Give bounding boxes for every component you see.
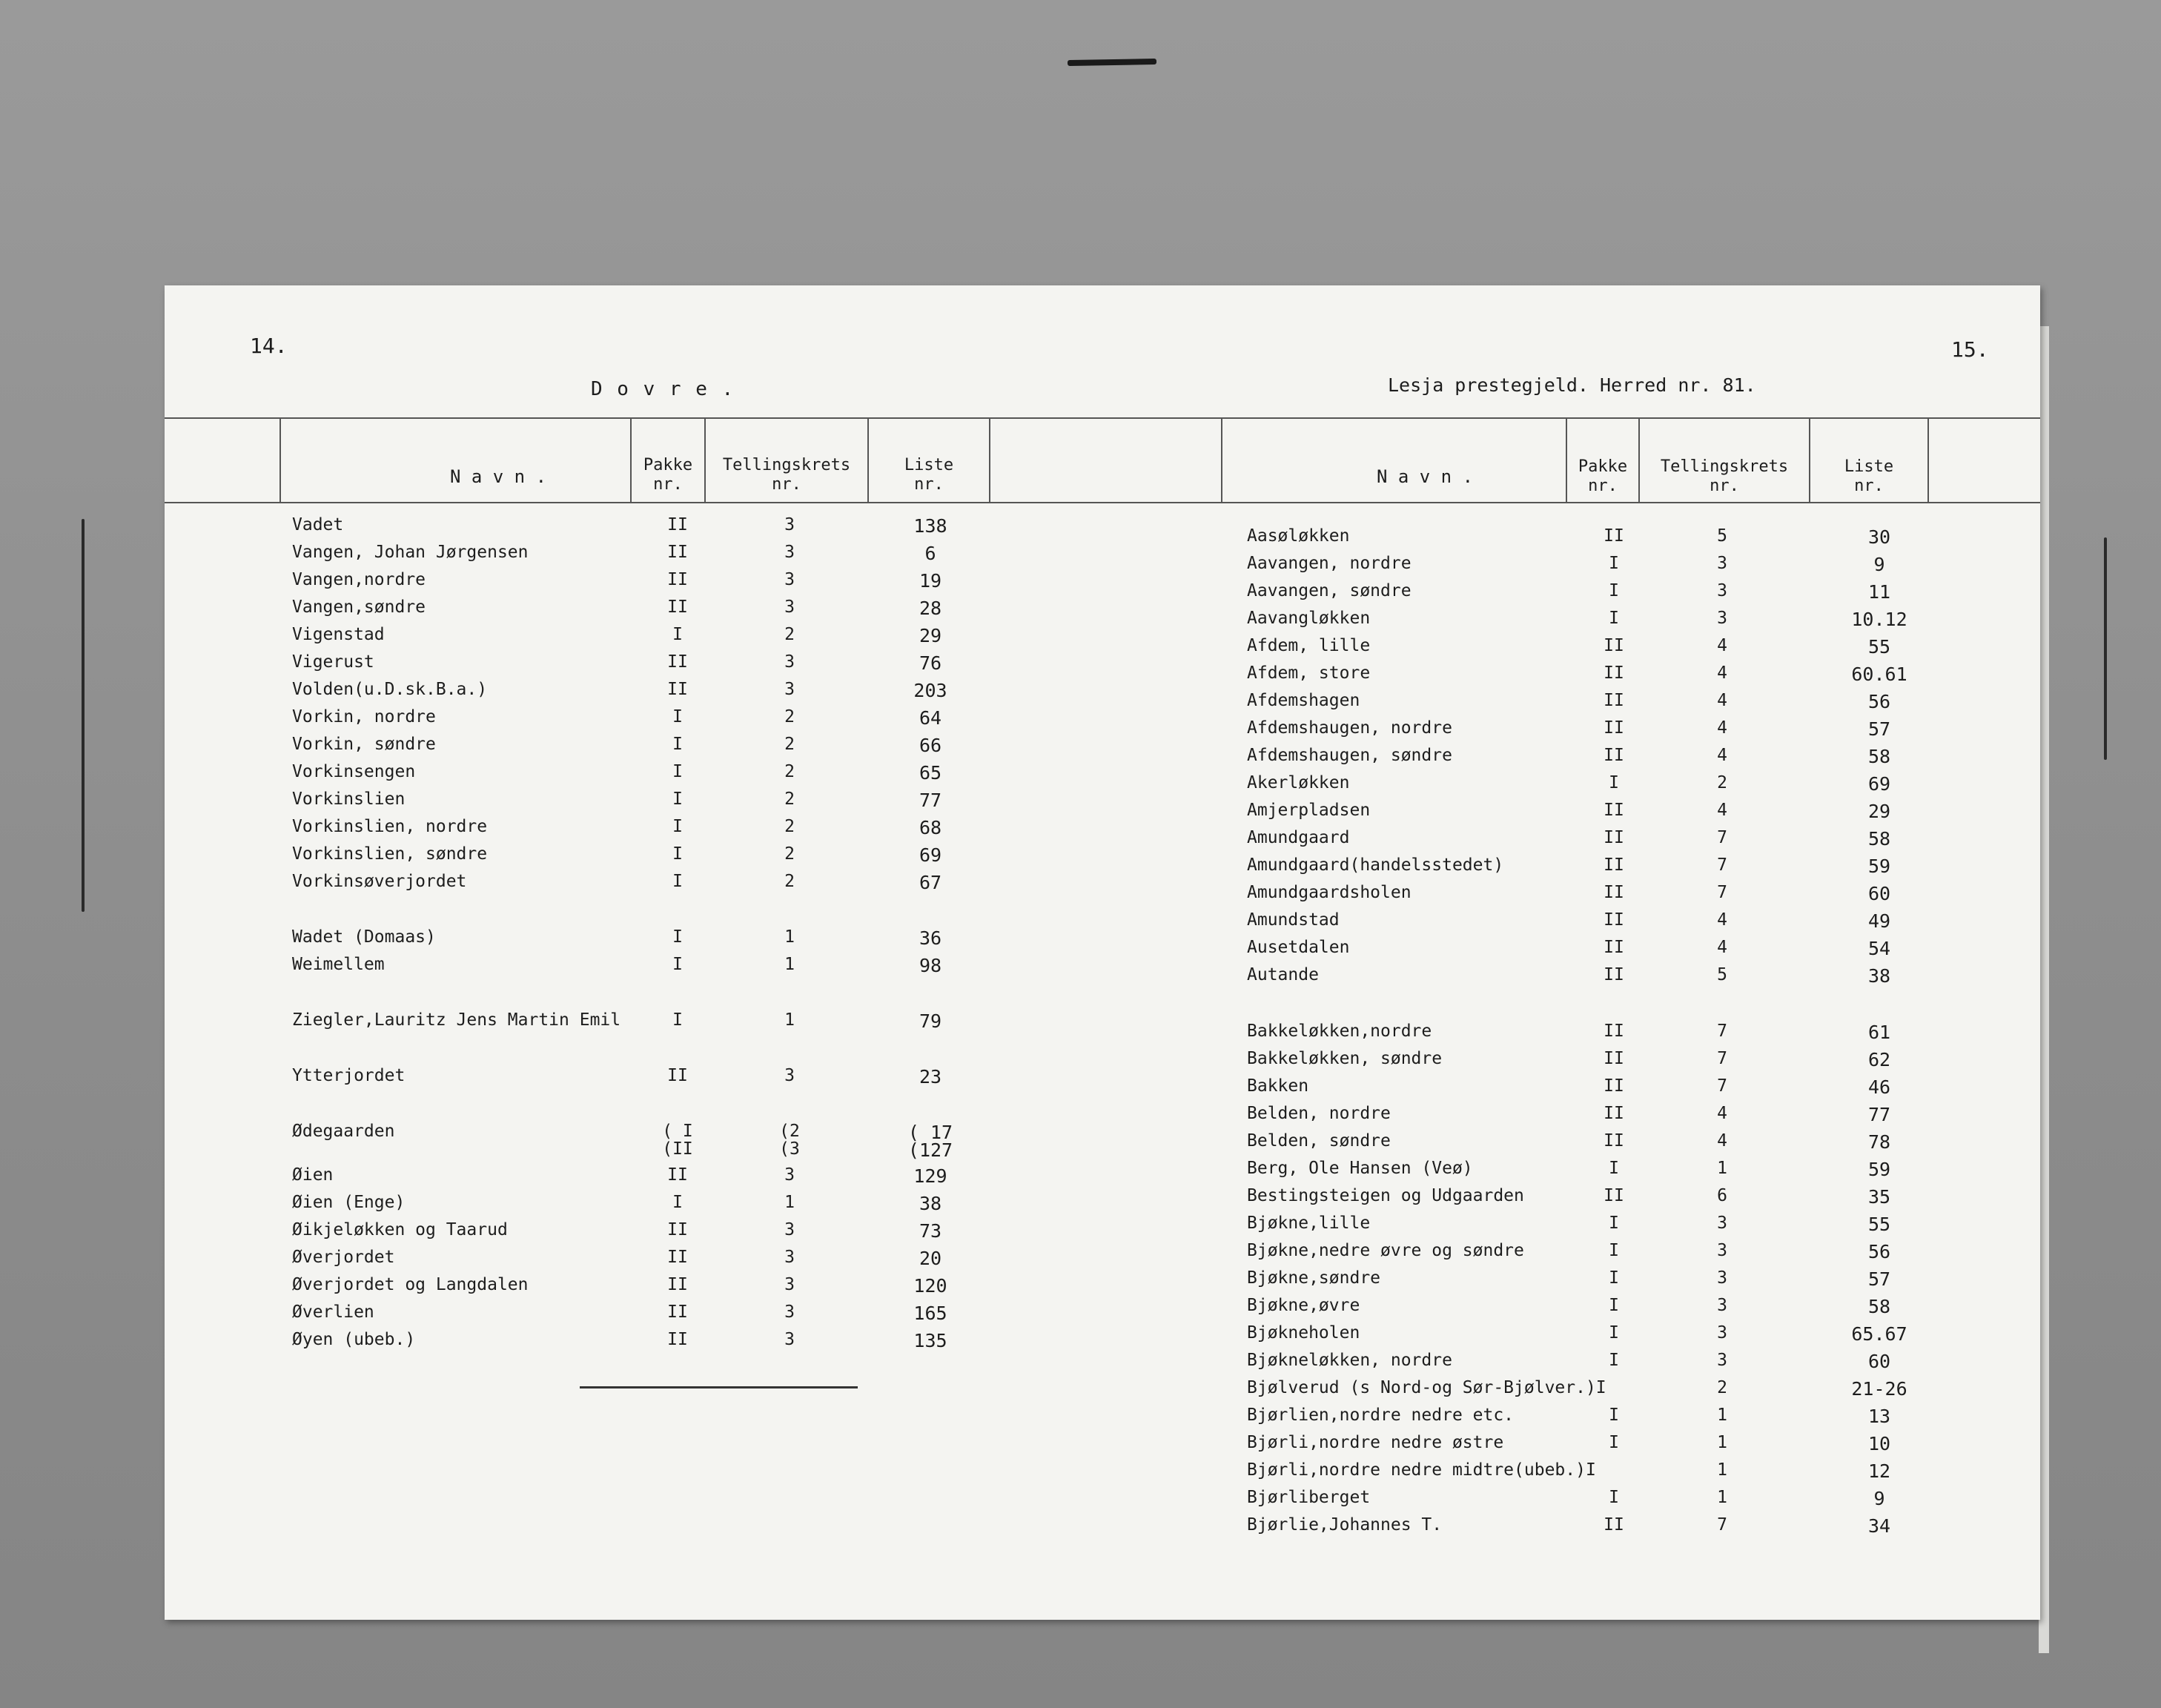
row-krets: 7 — [1717, 828, 1727, 847]
row-krets: 3 — [1717, 609, 1727, 628]
left-header-pakke: Pakke nr. — [643, 456, 693, 494]
row-liste: (127 — [907, 1139, 953, 1161]
row-name: Autande — [1247, 965, 1319, 984]
row-krets: 3 — [784, 1302, 795, 1322]
row-liste: 73 — [919, 1220, 942, 1242]
row-pakke: II — [1604, 801, 1624, 820]
row-liste: 38 — [919, 1193, 942, 1214]
row-pakke: II — [667, 1165, 688, 1185]
row-krets: 4 — [1717, 1131, 1727, 1151]
row-pakke: I — [672, 872, 683, 891]
row-liste: 58 — [1867, 1296, 1891, 1317]
row-krets: 2 — [1717, 773, 1727, 792]
row-name: Afdem, store — [1247, 663, 1371, 683]
right-table — [1247, 285, 2003, 1620]
row-pakke: II — [1604, 910, 1624, 930]
row-name: Amundgaardsholen — [1247, 883, 1412, 902]
row-pakke: I — [672, 817, 683, 836]
row-liste: 138 — [913, 515, 947, 537]
row-liste: 6 — [924, 543, 936, 564]
row-pakke: II — [667, 570, 688, 589]
row-krets: (2 — [779, 1122, 800, 1141]
row-pakke: I — [672, 735, 683, 754]
right-page-number: 15. — [1951, 337, 1989, 362]
row-pakke: II — [1604, 1076, 1624, 1096]
row-name: Bjølverud (s Nord-og Sør-Bjølver.)I — [1247, 1378, 1606, 1397]
right-header-navn: N a v n . — [1376, 466, 1474, 487]
row-pakke: II — [667, 1275, 688, 1294]
row-pakke: I — [1609, 1488, 1619, 1507]
row-name: Vigerust — [292, 652, 374, 672]
row-liste: 60 — [1867, 1351, 1891, 1372]
row-liste: 77 — [1867, 1104, 1891, 1125]
row-pakke: II — [1604, 1186, 1624, 1205]
row-krets: 3 — [784, 652, 795, 672]
row-name: Bjøkne,lille — [1247, 1214, 1371, 1233]
row-name: Vorkinslien — [292, 790, 406, 809]
row-liste: 129 — [913, 1165, 947, 1187]
row-liste: 59 — [1867, 855, 1891, 877]
row-krets: 5 — [1717, 526, 1727, 546]
row-krets: 4 — [1717, 1104, 1727, 1123]
row-krets: 1 — [1717, 1433, 1727, 1452]
row-krets: 3 — [784, 543, 795, 562]
row-pakke: II — [1604, 1515, 1624, 1535]
row-krets: 4 — [1717, 801, 1727, 820]
row-pakke: II — [1604, 828, 1624, 847]
row-name: Aavangløkken — [1247, 609, 1371, 628]
row-pakke: I — [1609, 773, 1619, 792]
row-name: Belden, søndre — [1247, 1131, 1391, 1151]
row-pakke: II — [1604, 1104, 1624, 1123]
row-liste: 21-26 — [1851, 1378, 1907, 1400]
row-liste: 29 — [919, 625, 942, 646]
row-liste: 69 — [919, 844, 942, 866]
row-name: Aasøløkken — [1247, 526, 1350, 546]
row-liste: 13 — [1867, 1406, 1891, 1427]
row-pakke: I — [672, 707, 683, 726]
row-pakke: I — [672, 1010, 683, 1030]
row-krets: 1 — [784, 927, 795, 947]
row-krets: 4 — [1717, 938, 1727, 957]
row-liste: 20 — [919, 1248, 942, 1269]
row-name: Wadet (Domaas) — [292, 927, 436, 947]
row-pakke: II — [1604, 1131, 1624, 1151]
row-liste: 38 — [1867, 965, 1891, 987]
row-liste: 203 — [913, 680, 947, 701]
row-krets: 7 — [1717, 855, 1727, 875]
row-krets: 3 — [784, 1165, 795, 1185]
row-liste: 28 — [919, 598, 942, 619]
row-name: Vorkinsengen — [292, 762, 416, 781]
row-pakke: I — [1609, 1323, 1619, 1343]
row-pakke: II — [1604, 1022, 1624, 1041]
col-divider — [989, 417, 990, 502]
row-liste: 11 — [1867, 581, 1891, 603]
row-krets: 2 — [784, 872, 795, 891]
row-pakke: I — [1609, 581, 1619, 600]
row-krets: 3 — [784, 570, 795, 589]
row-name: Ødegaarden — [292, 1122, 395, 1141]
row-krets: 3 — [1717, 581, 1727, 600]
row-krets: 3 — [1717, 1296, 1727, 1315]
row-name: Vangen,søndre — [292, 598, 426, 617]
row-name: Bjørli,nordre nedre midtre(ubeb.)I — [1247, 1460, 1596, 1480]
row-liste: 29 — [1867, 801, 1891, 822]
row-name: Bakken — [1247, 1076, 1309, 1096]
row-liste: 64 — [919, 707, 942, 729]
row-krets: 3 — [1717, 1214, 1727, 1233]
row-krets: 1 — [1717, 1460, 1727, 1480]
row-pakke: II — [1604, 965, 1624, 984]
row-liste: 66 — [919, 735, 942, 756]
row-pakke: II — [1604, 883, 1624, 902]
row-liste: 59 — [1867, 1159, 1891, 1180]
row-krets: 3 — [1717, 1323, 1727, 1343]
row-name: Øverjordet og Langdalen — [292, 1275, 529, 1294]
left-table — [292, 285, 959, 1620]
row-krets: 4 — [1717, 636, 1727, 655]
row-pakke: I — [1609, 1159, 1619, 1178]
row-liste: 65.67 — [1851, 1323, 1907, 1345]
row-liste: 58 — [1867, 746, 1891, 767]
row-name: Berg, Ole Hansen (Veø) — [1247, 1159, 1473, 1178]
row-pakke: II — [1604, 718, 1624, 738]
row-name: Bakkeløkken,nordre — [1247, 1022, 1432, 1041]
row-name: Øverlien — [292, 1302, 374, 1322]
row-pakke: I — [672, 1193, 683, 1212]
edge-mark-left — [82, 519, 85, 912]
row-liste: 67 — [919, 872, 942, 893]
row-krets: 7 — [1717, 1049, 1727, 1068]
row-krets: 1 — [784, 955, 795, 974]
row-pakke: II — [1604, 636, 1624, 655]
row-pakke: I — [672, 927, 683, 947]
row-liste: 23 — [919, 1066, 942, 1088]
row-liste: 60 — [1867, 883, 1891, 904]
row-liste: 46 — [1867, 1076, 1891, 1098]
row-pakke: II — [667, 598, 688, 617]
row-pakke: II — [1604, 746, 1624, 765]
row-liste: 57 — [1867, 718, 1891, 740]
row-liste: 12 — [1867, 1460, 1891, 1482]
row-pakke: I — [672, 955, 683, 974]
row-pakke: II — [1604, 663, 1624, 683]
row-liste: 9 — [1873, 1488, 1885, 1509]
row-name: Belden, nordre — [1247, 1104, 1391, 1123]
row-pakke: II — [667, 515, 688, 534]
row-liste: 120 — [913, 1275, 947, 1297]
row-name: Weimellem — [292, 955, 385, 974]
row-pakke: I — [1609, 1406, 1619, 1425]
col-divider — [1221, 417, 1222, 502]
row-pakke: I — [1609, 1268, 1619, 1288]
row-pakke: I — [672, 790, 683, 809]
row-pakke: II — [667, 1330, 688, 1349]
row-krets: 1 — [784, 1010, 795, 1030]
row-pakke: II — [1604, 691, 1624, 710]
row-name: Bjørlie,Johannes T. — [1247, 1515, 1443, 1535]
row-pakke: II — [667, 1066, 688, 1085]
row-liste: 9 — [1873, 554, 1885, 575]
row-krets: 3 — [1717, 1268, 1727, 1288]
row-pakke: I — [1609, 1433, 1619, 1452]
row-pakke: II — [1604, 855, 1624, 875]
row-name: Ausetdalen — [1247, 938, 1350, 957]
row-pakke: II — [667, 652, 688, 672]
row-name: Bjøkne,øvre — [1247, 1296, 1360, 1315]
row-krets: 3 — [784, 1220, 795, 1239]
row-krets: 2 — [784, 844, 795, 864]
row-pakke: II — [1604, 938, 1624, 957]
left-header-krets: Tellingskrets nr. — [722, 456, 851, 494]
row-pakke: II — [667, 1302, 688, 1322]
row-krets: (3 — [779, 1139, 800, 1159]
row-name: Øikjeløkken og Taarud — [292, 1220, 508, 1239]
row-name: Akerløkken — [1247, 773, 1350, 792]
row-pakke: I — [1609, 1296, 1619, 1315]
row-name: Bjørlien,nordre nedre etc. — [1247, 1406, 1515, 1425]
row-name: Vorkin, nordre — [292, 707, 436, 726]
row-krets: 5 — [1717, 965, 1727, 984]
row-liste: 60.61 — [1851, 663, 1907, 685]
row-liste: 135 — [913, 1330, 947, 1351]
row-krets: 2 — [784, 625, 795, 644]
row-liste: 36 — [919, 927, 942, 949]
row-krets: 4 — [1717, 663, 1727, 683]
row-liste: 49 — [1867, 910, 1891, 932]
row-krets: 3 — [1717, 1241, 1727, 1260]
row-liste: ( 17 — [907, 1122, 953, 1143]
row-name: Vangen, Johan Jørgensen — [292, 543, 529, 562]
row-krets: 6 — [1717, 1186, 1727, 1205]
left-page-number: 14. — [250, 334, 288, 358]
row-krets: 2 — [784, 790, 795, 809]
row-name: Afdemshagen — [1247, 691, 1360, 710]
row-name: Amundgaard — [1247, 828, 1350, 847]
row-krets: 1 — [1717, 1488, 1727, 1507]
row-name: Ziegler,Lauritz Jens Martin Emil — [292, 1010, 621, 1030]
right-header-krets: Tellingskrets nr. — [1660, 457, 1789, 495]
row-krets: 4 — [1717, 718, 1727, 738]
col-divider — [279, 417, 281, 502]
row-liste: 54 — [1867, 938, 1891, 959]
row-name: Afdem, lille — [1247, 636, 1371, 655]
row-pakke: I — [672, 762, 683, 781]
row-krets: 3 — [784, 1330, 795, 1349]
row-liste: 69 — [1867, 773, 1891, 795]
row-name: Vorkinslien, søndre — [292, 844, 488, 864]
row-pakke: II — [667, 543, 688, 562]
sheet-edge — [2039, 326, 2049, 1653]
row-krets: 3 — [784, 680, 795, 699]
row-krets: 2 — [784, 707, 795, 726]
row-liste: 55 — [1867, 636, 1891, 658]
row-krets: 3 — [1717, 554, 1727, 573]
row-liste: 65 — [919, 762, 942, 784]
row-name: Øien — [292, 1165, 334, 1185]
row-name: Aavangen, søndre — [1247, 581, 1412, 600]
row-pakke: I — [1609, 609, 1619, 628]
right-page-title: Lesja prestegjeld. Herred nr. 81. — [1388, 374, 1756, 396]
row-liste: 165 — [913, 1302, 947, 1324]
row-name: Bestingsteigen og Udgaarden — [1247, 1186, 1524, 1205]
row-liste: 79 — [919, 1010, 942, 1032]
row-pakke: II — [667, 1220, 688, 1239]
row-liste: 68 — [919, 817, 942, 838]
row-pakke: ( I — [662, 1122, 693, 1141]
row-name: Volden(u.D.sk.B.a.) — [292, 680, 488, 699]
row-krets: 2 — [784, 817, 795, 836]
row-liste: 55 — [1867, 1214, 1891, 1235]
row-krets: 3 — [784, 1066, 795, 1085]
row-krets: 4 — [1717, 746, 1727, 765]
ledger-sheet — [165, 285, 2040, 1620]
row-name: Bjøkneløkken, nordre — [1247, 1351, 1452, 1370]
row-liste: 19 — [919, 570, 942, 592]
row-liste: 10 — [1867, 1433, 1891, 1454]
row-name: Bjøkne,søndre — [1247, 1268, 1381, 1288]
row-krets: 2 — [1717, 1378, 1727, 1397]
row-name: Bjøkne,nedre øvre og søndre — [1247, 1241, 1524, 1260]
row-name: Øyen (ubeb.) — [292, 1330, 416, 1349]
row-pakke: II — [1604, 526, 1624, 546]
left-page-title: D o v r e . — [591, 378, 735, 400]
row-pakke: II — [667, 1248, 688, 1267]
row-krets: 2 — [784, 762, 795, 781]
row-liste: 10.12 — [1851, 609, 1907, 630]
row-krets: 3 — [784, 1275, 795, 1294]
row-pakke: I — [672, 625, 683, 644]
row-name: Ytterjordet — [292, 1066, 406, 1085]
row-name: Afdemshaugen, nordre — [1247, 718, 1452, 738]
row-name: Vorkin, søndre — [292, 735, 436, 754]
row-liste: 56 — [1867, 1241, 1891, 1262]
row-liste: 58 — [1867, 828, 1891, 850]
edge-mark-right — [2104, 537, 2107, 760]
row-name: Vigenstad — [292, 625, 385, 644]
row-name: Aavangen, nordre — [1247, 554, 1412, 573]
row-krets: 3 — [1717, 1351, 1727, 1370]
row-name: Vadet — [292, 515, 344, 534]
row-name: Afdemshaugen, søndre — [1247, 746, 1452, 765]
row-liste: 76 — [919, 652, 942, 674]
row-liste: 77 — [919, 790, 942, 811]
row-krets: 7 — [1717, 1515, 1727, 1535]
row-liste: 56 — [1867, 691, 1891, 712]
row-name: Vorkinslien, nordre — [292, 817, 488, 836]
row-liste: 35 — [1867, 1186, 1891, 1208]
row-krets: 2 — [784, 735, 795, 754]
end-rule — [580, 1386, 858, 1388]
row-liste: 78 — [1867, 1131, 1891, 1153]
row-name: Øien (Enge) — [292, 1193, 406, 1212]
row-krets: 3 — [784, 515, 795, 534]
row-liste: 57 — [1867, 1268, 1891, 1290]
left-header-navn: N a v n . — [449, 466, 547, 487]
row-pakke: II — [1604, 1049, 1624, 1068]
row-pakke: I — [1609, 1351, 1619, 1370]
row-pakke: II — [667, 680, 688, 699]
right-header-liste: Liste nr. — [1844, 457, 1894, 495]
row-krets: 7 — [1717, 1022, 1727, 1041]
row-name: Bjørliberget — [1247, 1488, 1371, 1507]
row-liste: 34 — [1867, 1515, 1891, 1537]
row-krets: 1 — [784, 1193, 795, 1212]
row-name: Øverjordet — [292, 1248, 395, 1267]
row-krets: 3 — [784, 598, 795, 617]
row-name: Bakkeløkken, søndre — [1247, 1049, 1443, 1068]
row-liste: 98 — [919, 955, 942, 976]
row-name: Vangen,nordre — [292, 570, 426, 589]
row-liste: 61 — [1867, 1022, 1891, 1043]
row-name: Amundgaard(handelsstedet) — [1247, 855, 1504, 875]
row-pakke: I — [672, 844, 683, 864]
row-liste: 30 — [1867, 526, 1891, 548]
row-pakke: I — [1609, 1214, 1619, 1233]
row-liste: 62 — [1867, 1049, 1891, 1070]
left-header-liste: Liste nr. — [904, 456, 954, 494]
row-pakke: I — [1609, 554, 1619, 573]
right-header-pakke: Pakke nr. — [1578, 457, 1628, 495]
row-name: Bjøkneholen — [1247, 1323, 1360, 1343]
row-name: Amjerpladsen — [1247, 801, 1371, 820]
row-krets: 4 — [1717, 910, 1727, 930]
row-krets: 7 — [1717, 1076, 1727, 1096]
row-name: Amundstad — [1247, 910, 1340, 930]
row-krets: 7 — [1717, 883, 1727, 902]
row-name: Vorkinsøverjordet — [292, 872, 467, 891]
row-pakke: (II — [662, 1139, 693, 1159]
row-pakke: I — [1609, 1241, 1619, 1260]
row-krets: 1 — [1717, 1159, 1727, 1178]
row-krets: 3 — [784, 1248, 795, 1267]
row-krets: 4 — [1717, 691, 1727, 710]
row-krets: 1 — [1717, 1406, 1727, 1425]
row-name: Bjørli,nordre nedre østre — [1247, 1433, 1504, 1452]
